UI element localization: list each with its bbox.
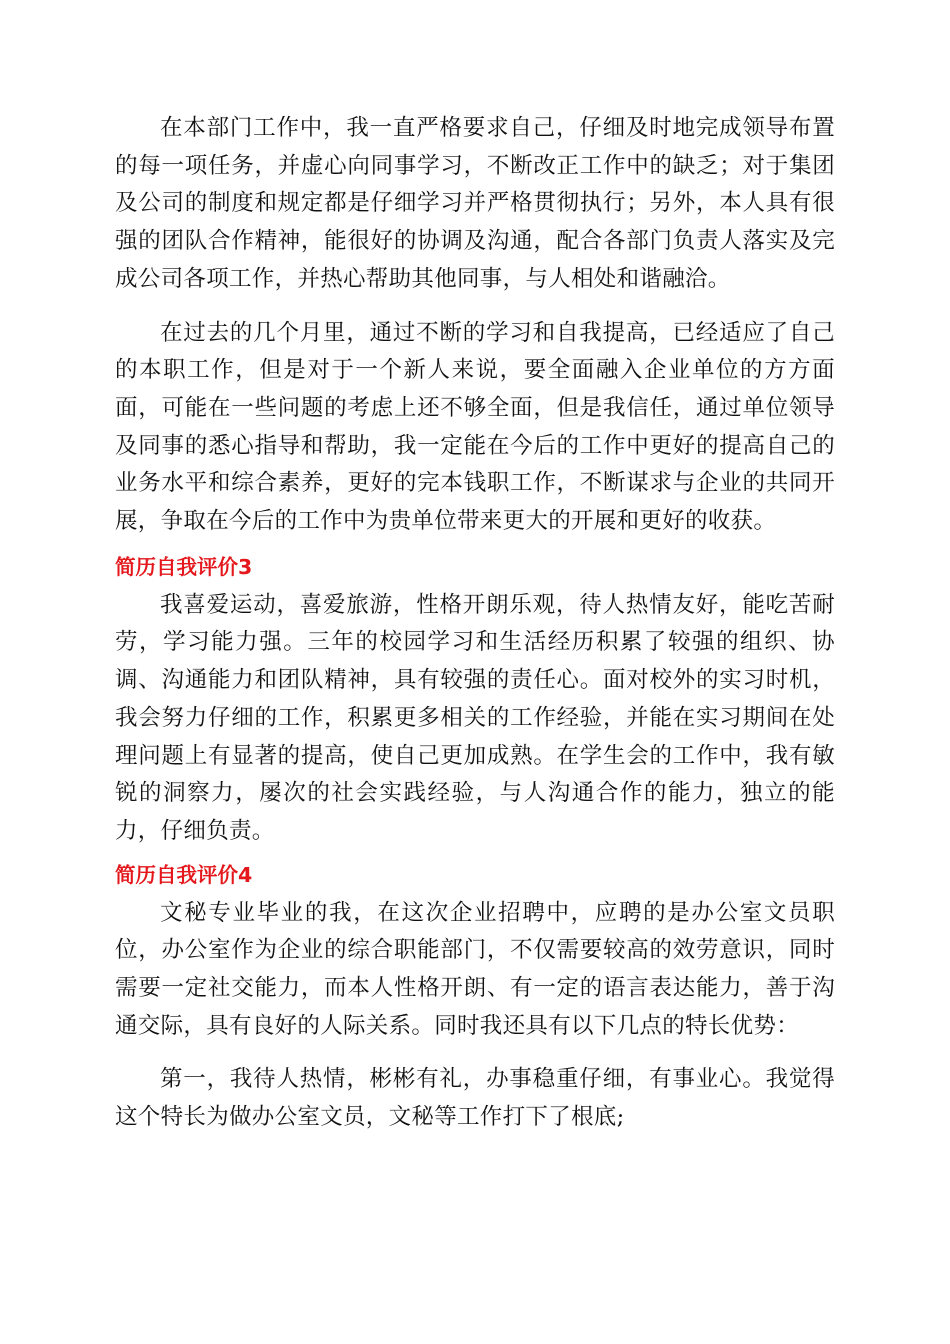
section-heading-4: 简历自我评价4 <box>115 862 253 887</box>
section-heading-3: 简历自我评价3 <box>115 554 253 579</box>
paragraph-work-attitude: 在本部门工作中，我一直严格要求自己，仔细及时地完成领导布置的每一项任务，并虚心向同事学习，不断改正工作中的缺乏；对于集团及公司的制度和规定都是仔细学习并严格贯彻执行；另外，本人具有很强的团队合作精神，能很好的协调及沟通，配合各部门负责人落实及完成公司各项工作，并热心帮助其他同事，与人相处和谐融洽。 <box>115 115 835 292</box>
paragraph-secretary-major: 文秘专业毕业的我，在这次企业招聘中，应聘的是办公室文员职位，办公室作为企业的综合职能部门，不仅需要较高的效劳意识，同时需要一定社交能力，而本人性格开朗、有一定的语言表达能力，善于沟通交际，具有良好的人际关系。同时我还具有以下几点的特长优势： <box>115 899 835 1039</box>
document-body <box>115 110 835 1137</box>
paragraph-personality: 我喜爱运动，喜爱旅游，性格开朗乐观，待人热情友好，能吃苦耐劳，学习能力强。三年的校园学习和生活经历积累了较强的组织、协调、沟通能力和团队精神，具有较强的责任心。面对校外的实习时机，我会努力仔细的工作，积累更多相关的工作经验，并能在实习期间在处理问题上有显著的提高，使自己更加成熟。在学生会的工作中，我有敏锐的洞察力，屡次的社会实践经验，与人沟通合作的能力，独立的能力，仔细负责。 <box>115 591 835 844</box>
paragraph-strength-one: 第一，我待人热情，彬彬有礼，办事稳重仔细，有事业心。我觉得这个特长为做办公室文员，文秘等工作打下了根底; <box>115 1066 835 1131</box>
paragraph-self-improvement: 在过去的几个月里，通过不断的学习和自我提高，已经适应了自己的本职工作，但是对于一个新人来说，要全面融入企业单位的方方面面，可能在一些问题的考虑上还不够全面，但是我信任，通过单位领导及同事的悉心指导和帮助，我一定能在今后的工作中更好的提高自己的业务水平和综合素养，更好的完本钱职工作，不断谋求与企业的共同开展，争取在今后的工作中为贵单位带来更大的开展和更好的收获。 <box>115 319 835 535</box>
